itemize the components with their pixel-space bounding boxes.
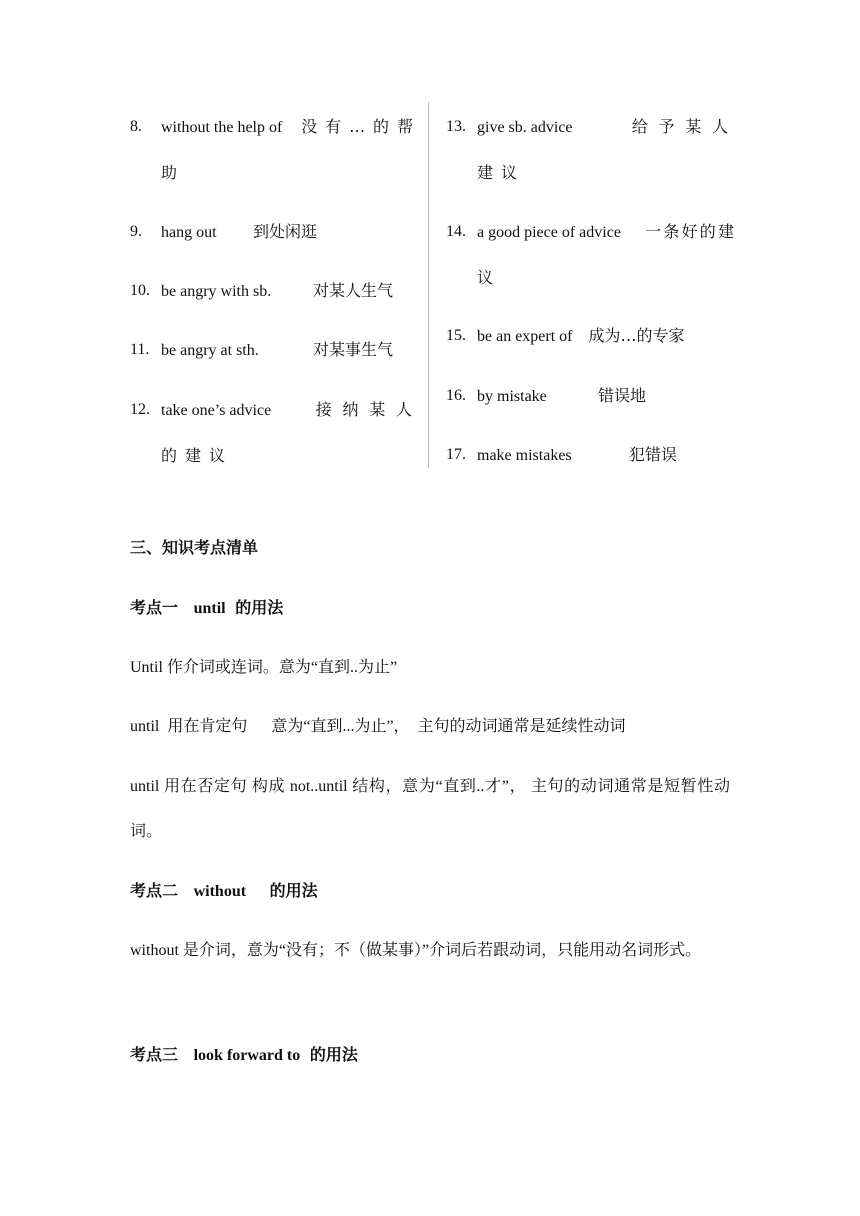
vocab-chinese: 犯错误 <box>629 445 678 464</box>
point-text: until 用在否定句 构成 not..until 结构，意为“直到..才”， 主句的动词通常是短暂性动词。 <box>130 778 730 840</box>
vocab-number: 15. <box>446 327 466 344</box>
vocab-number: 16. <box>446 387 466 404</box>
vocab-chinese: 给予某人建议 <box>477 117 736 182</box>
vocab-number: 11. <box>130 341 150 358</box>
column-divider <box>428 102 429 468</box>
vocab-number: 8. <box>130 118 142 135</box>
vocab-english: a good piece of advice <box>477 224 621 241</box>
vocab-item <box>130 104 420 196</box>
point-label: 考点一 <box>130 598 179 617</box>
section-title: 三、知识考点清单 <box>130 538 259 557</box>
vocab-english: be angry at sth. <box>161 342 259 359</box>
vocab-english: without the help of <box>161 119 283 136</box>
vocab-english: hang out <box>161 224 217 241</box>
vocab-number: 9. <box>130 223 142 240</box>
vocab-item <box>130 387 420 479</box>
vocab-english: give sb. advice <box>477 119 573 136</box>
point-label: 考点二 <box>130 881 179 900</box>
vocab-number: 13. <box>446 118 466 135</box>
point-text: without 是介词，意为“没有；不（做某事）”介词后若跟动词，只能用动名词形式。 <box>130 942 702 959</box>
vocab-item <box>130 209 420 255</box>
vocab-chinese: 一条好的建议 <box>477 222 736 287</box>
point-label: 考点三 <box>130 1045 179 1064</box>
vocab-chinese: 成为…的专家 <box>588 326 685 345</box>
point-text: until 用在肯定句 意为“直到...为止”， 主句的动词通常是延续性动词 <box>130 718 626 735</box>
vocab-english: be angry with sb. <box>161 283 272 300</box>
point-term: without <box>193 883 247 900</box>
vocab-chinese: 错误地 <box>598 386 647 405</box>
vocab-number: 17. <box>446 446 466 463</box>
vocab-item <box>446 313 736 359</box>
vocab-english: by mistake <box>477 388 547 405</box>
vocab-chinese: 接纳某人的建议 <box>161 400 420 465</box>
vocab-english: take one’s advice <box>161 402 272 419</box>
vocab-chinese: 到处闲逛 <box>253 222 318 241</box>
vocab-english: make mistakes <box>477 447 572 464</box>
vocab-chinese: 对某事生气 <box>313 340 394 359</box>
vocab-number: 12. <box>130 401 150 418</box>
vocab-number: 10. <box>130 282 150 299</box>
vocab-item <box>446 209 736 301</box>
point-heading <box>130 879 730 904</box>
vocab-english: be an expert of <box>477 328 573 345</box>
vocab-chinese: 对某人生气 <box>313 281 394 300</box>
vocab-item <box>446 104 736 196</box>
point-term: look forward to <box>193 1047 301 1064</box>
point-heading <box>130 596 730 621</box>
point-suffix: 的用法 <box>269 881 318 900</box>
point-suffix: 的用法 <box>235 598 284 617</box>
vocab-item <box>130 268 420 314</box>
point-heading <box>130 1043 730 1068</box>
vocab-item <box>130 327 420 373</box>
vocab-item <box>446 432 736 478</box>
vocab-chinese: 没有…的帮助 <box>161 117 420 182</box>
point-suffix: 的用法 <box>309 1045 358 1064</box>
point-text: Until 作介词或连词。意为“直到..为止” <box>130 659 398 676</box>
vocab-item <box>446 373 736 419</box>
vocab-number: 14. <box>446 223 466 240</box>
point-term: until <box>193 600 226 617</box>
